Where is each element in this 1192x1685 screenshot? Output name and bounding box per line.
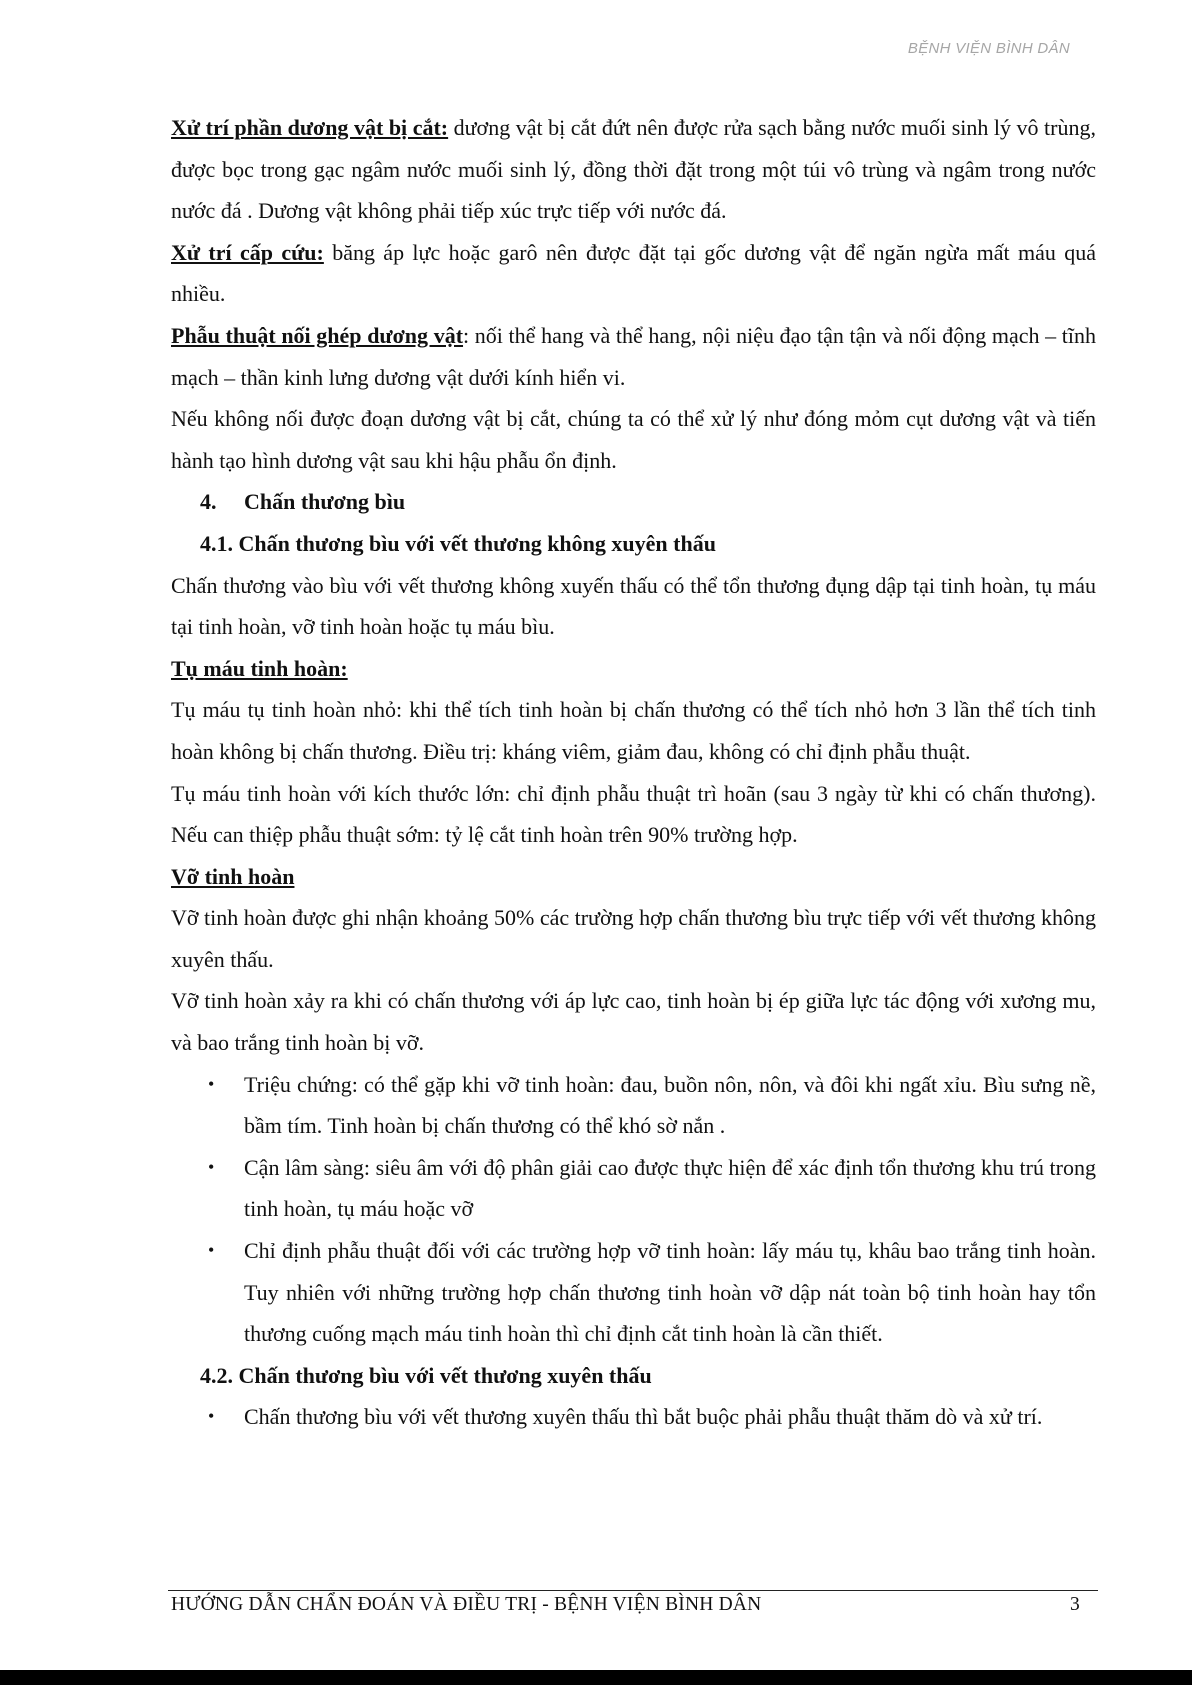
- paragraph-stump: Nếu không nối được đoạn dương vật bị cắt, chúng ta có thể xử lý như đóng mỏm cụt dương vật và tiến hành tạo hình dương vật sau khi hậu phẫu ổn định.: [171, 406, 1096, 473]
- list-item: [171, 1147, 1096, 1230]
- bullet-icon: •: [208, 1156, 215, 1177]
- page-number: 3: [1070, 1594, 1080, 1615]
- paragraph-small-hematoma: Tụ máu tụ tinh hoàn nhỏ: khi thể tích tinh hoàn bị chấn thương có thể tích nhỏ hơn 3 lần thể tích tinh hoàn không bị chấn thương. Điều trị: kháng viêm, giảm đau, không có chỉ định phẫu thuật.: [171, 697, 1096, 764]
- bullet-icon: •: [208, 1406, 215, 1427]
- bullet-list-rupture: [171, 1064, 1096, 1355]
- paragraph-emergency: [171, 232, 1096, 315]
- section-title: Chấn thương bìu: [244, 489, 406, 515]
- text-replantation: : nối thể hang và thể hang, nội niệu đạo tận tận và nối động mạch – tĩnh mạch – thần kinh lưng dương vật dưới kính hiển vi.: [171, 322, 1097, 390]
- label-emergency: Xử trí cấp cứu:: [171, 239, 324, 265]
- subsection-heading-4-2: 4.2. Chấn thương bìu với vết thương xuyên thấu: [200, 1362, 652, 1388]
- footer-divider: [168, 1590, 1098, 1591]
- paragraph-rupture-mechanism: Vỡ tinh hoàn xảy ra khi có chấn thương với áp lực cao, tinh hoàn bị ép giữa lực tác động với xương mu, và bao trắng tinh hoàn bị vỡ.: [171, 988, 1096, 1056]
- paragraph-severed-penis: [171, 107, 1096, 232]
- paragraph-blunt-trauma: Chấn thương vào bìu với vết thương không xuyến thấu có thể tổn thương đụng dập tại tinh hoàn, tụ máu tại tinh hoàn, vỡ tinh hoàn hoặc tụ máu bìu.: [171, 572, 1096, 640]
- bottom-edge-bar: [0, 1670, 1192, 1685]
- paragraph-large-hematoma: Tụ máu tinh hoàn với kích thước lớn: chỉ định phẫu thuật trì hoãn (sau 3 ngày từ khi có chấn thương). Nếu can thiệp phẫu thuật sớm: tỷ lệ cắt tinh hoàn trên 90% trường hợp.: [171, 780, 1096, 848]
- section-heading-4: [171, 481, 1096, 523]
- bullet-icon: •: [208, 1073, 215, 1094]
- label-severed-penis: Xử trí phần dương vật bị cắt:: [171, 115, 449, 140]
- list-item: [171, 1396, 1096, 1438]
- subheading-hematoma: [171, 648, 1096, 690]
- label-hematoma: Tụ máu tinh hoàn:: [171, 655, 348, 681]
- list-item: [171, 1064, 1096, 1147]
- list-item-text: Triệu chứng: có thể gặp khi vỡ tinh hoàn: đau, buồn nôn, nôn, và đôi khi ngất xỉu. Bìu sưng nề, bầm tím. Tinh hoàn bị chấn thương có thể khó sờ nắn .: [244, 1071, 1096, 1139]
- list-item-text: Chỉ định phẫu thuật đối với các trường hợp vỡ tinh hoàn: lấy máu tụ, khâu bao trắng tinh hoàn. Tuy nhiên với những trường hợp chấn thương tinh hoàn vỡ dập nát toàn bộ tinh hoàn hay tổn thương cuống mạch máu tinh hoàn thì chỉ định cắt tinh hoàn là cần thiết.: [244, 1238, 1096, 1347]
- running-header: BỆNH VIỆN BÌNH DÂN: [907, 40, 1070, 57]
- subheading-rupture: [171, 856, 1096, 898]
- list-item: [171, 1230, 1096, 1355]
- subsection-heading-4-1: 4.1. Chấn thương bìu với vết thương không xuyên thấu: [200, 530, 716, 556]
- list-item-text: Cận lâm sàng: siêu âm với độ phân giải cao được thực hiện để xác định tổn thương khu trú trong tinh hoàn, tụ máu hoặc vỡ: [244, 1154, 1096, 1222]
- text-emergency: băng áp lực hoặc garô nên được đặt tại gốc dương vật để ngăn ngừa mất máu quá nhiều.: [171, 239, 1096, 307]
- bullet-list-penetrating: [171, 1396, 1096, 1438]
- text-severed-penis: dương vật bị cắt đứt nên được rửa sạch bằng nước muối sinh lý vô trùng, được bọc trong gạc ngâm nước muối sinh lý, đồng thời đặt trong một túi vô trùng và ngâm trong nước nước đá . Dương vật không phải tiếp xúc trực tiếp với nước đá.: [171, 115, 1096, 224]
- label-rupture: Vỡ tinh hoàn: [171, 863, 295, 889]
- paragraph-replantation: [171, 315, 1096, 398]
- label-replantation: Phẫu thuật nối ghép dương vật: [171, 322, 464, 348]
- document-body: [171, 107, 1096, 1438]
- running-footer: HƯỚNG DẪN CHẨN ĐOÁN VÀ ĐIỀU TRỊ - BỆNH VIỆN BÌNH DÂN: [171, 1594, 762, 1615]
- list-item-text: Chấn thương bìu với vết thương xuyên thấu thì bắt buộc phải phẫu thuật thăm dò và xử trí.: [244, 1404, 1043, 1430]
- paragraph-rupture-incidence: Vỡ tinh hoàn được ghi nhận khoảng 50% các trường hợp chấn thương bìu trực tiếp với vết thương không xuyên thấu.: [171, 905, 1096, 972]
- bullet-icon: •: [208, 1240, 215, 1261]
- section-number: 4.: [200, 489, 217, 515]
